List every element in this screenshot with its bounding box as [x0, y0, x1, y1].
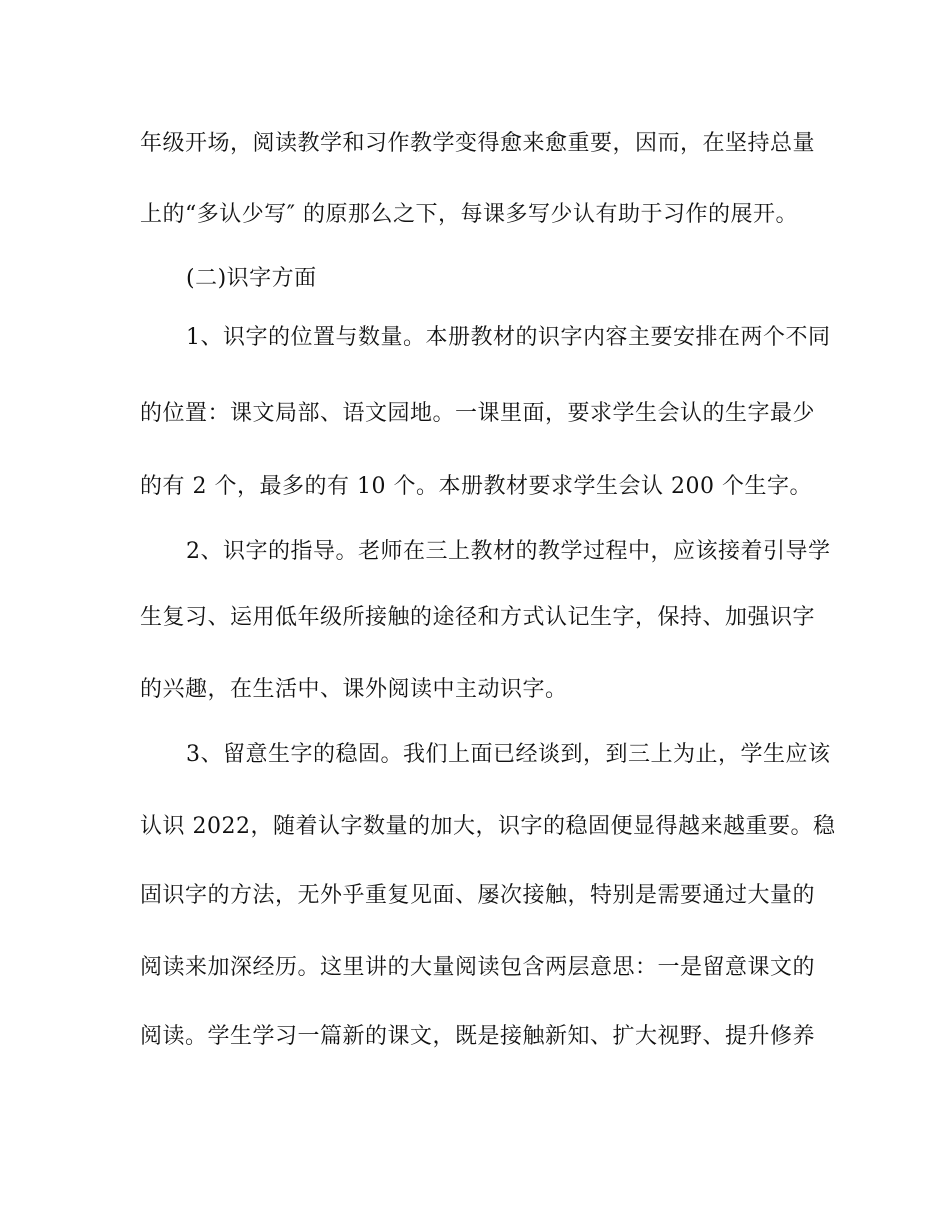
text-line: 阅读来加深经历。这里讲的大量阅读包含两层意思：一是留意课文的 — [140, 955, 816, 980]
text-line: 固识字的方法，无外乎重复见面、屡次接触，特别是需要通过大量的 — [140, 883, 816, 908]
text-line: 生复习、运用低年级所接触的途径和方式认记生字，保持、加强识字 — [140, 605, 816, 630]
text-line: 认识 2022，随着认字数量的加大，识字的稳固便显得越来越重要。稳 — [140, 814, 836, 839]
text-line: 的位置：课文局部、语文园地。一课里面，要求学生会认的生字最少 — [140, 401, 816, 426]
text-line: 的兴趣，在生活中、课外阅读中主动识字。 — [140, 677, 568, 702]
text-line: 的有 2 个，最多的有 10 个。本册教材要求学生会认 200 个生字。 — [140, 474, 812, 499]
text-line: 2、识字的指导。老师在三上教材的教学过程中，应该接着引导学 — [186, 539, 831, 564]
text-line: 阅读。学生学习一篇新的课文，既是接触新知、扩大视野、提升修养 — [140, 1024, 816, 1049]
section-heading: (二)识字方面 — [186, 266, 317, 291]
text-line: 1、识字的位置与数量。本册教材的识字内容主要安排在两个不同 — [186, 325, 831, 350]
text-line: 上的“多认少写″ 的原那么之下，每课多写少认有助于习作的展开。 — [140, 202, 798, 227]
text-line: 年级开场，阅读教学和习作教学变得愈来愈重要，因而，在坚持总量 — [140, 131, 816, 156]
text-line: 3、留意生字的稳固。我们上面已经谈到，到三上为止，学生应该 — [186, 742, 831, 767]
